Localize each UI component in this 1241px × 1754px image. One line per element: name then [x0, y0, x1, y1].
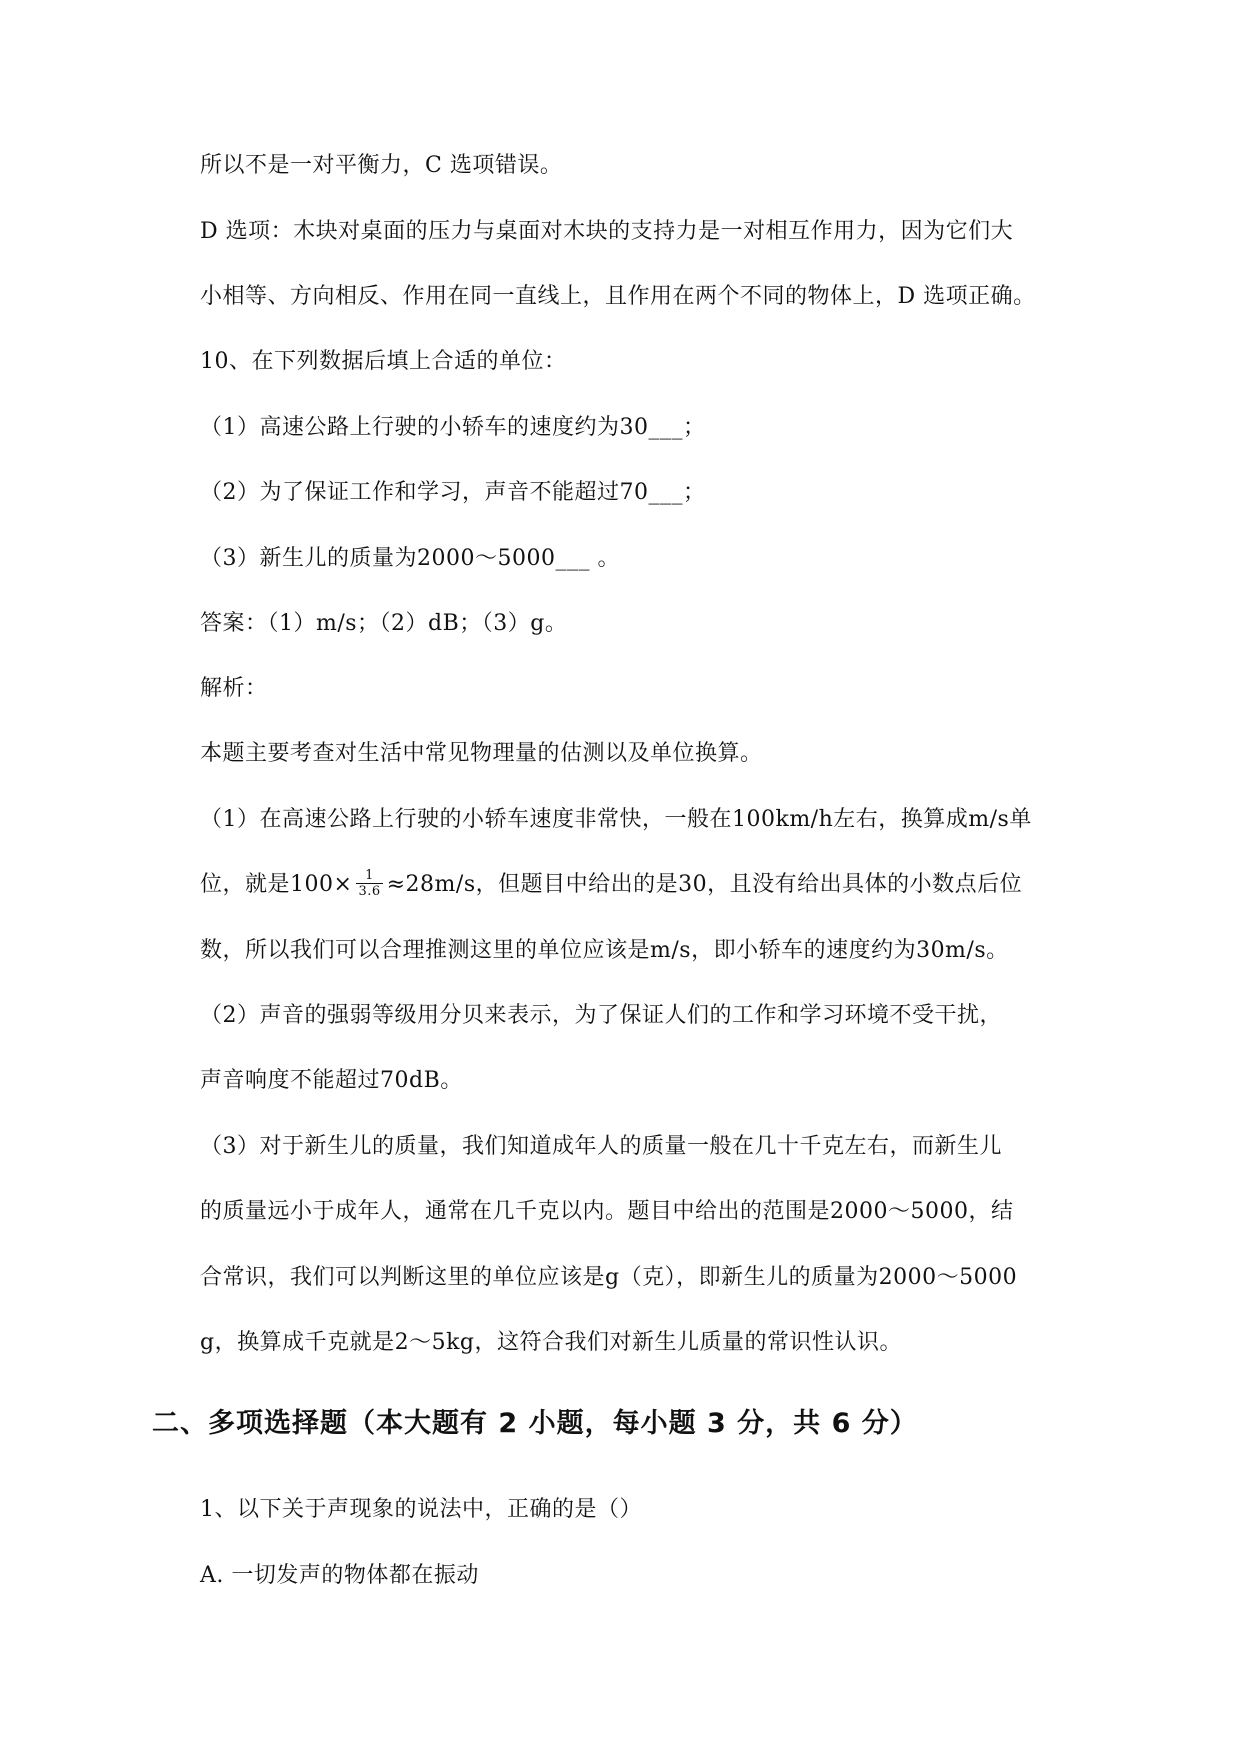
text-line: 本题主要考查对生活中常见物理量的估测以及单位换算。 — [200, 741, 763, 766]
text-line: D 选项：木块对桌面的压力与桌面对木块的支持力是一对相互作用力，因为它们大 — [200, 219, 1014, 244]
text-line: （1）在高速公路上行驶的小轿车速度非常快，一般在100km/h左右，换算成m/s单 — [200, 807, 1032, 832]
sub-question: （2）为了保证工作和学习，声音不能超过70___； — [200, 480, 706, 505]
sub-question: （3）新生儿的质量为2000～5000___ 。 — [200, 546, 620, 571]
text-line: g，换算成千克就是2～5kg，这符合我们对新生儿质量的常识性认识。 — [200, 1330, 902, 1355]
fraction-numerator: 1 — [356, 868, 382, 884]
formula-prefix: 位，就是100× — [200, 872, 353, 897]
question-title: 1、以下关于声现象的说法中，正确的是（） — [200, 1497, 642, 1522]
question-title: 10、在下列数据后填上合适的单位： — [200, 349, 567, 374]
fraction — [356, 868, 382, 899]
formula-suffix: ≈28m/s，但题目中给出的是30，且没有给出具体的小数点后位 — [386, 872, 1023, 897]
fraction-denominator: 3.6 — [358, 883, 381, 899]
text-line: （2）声音的强弱等级用分贝来表示，为了保证人们的工作和学习环境不受干扰， — [200, 1003, 1002, 1028]
text-line: 所以不是一对平衡力，C 选项错误。 — [200, 153, 563, 178]
option-a: A. 一切发声的物体都在振动 — [200, 1563, 479, 1588]
text-line: 小相等、方向相反、作用在同一直线上，且作用在两个不同的物体上，D 选项正确。 — [200, 284, 1036, 309]
text-line: 合常识，我们可以判断这里的单位应该是g（克），即新生儿的质量为2000～5000 — [200, 1265, 1018, 1290]
analysis-label: 解析： — [200, 676, 268, 701]
text-line: 的质量远小于成年人，通常在几千克以内。题目中给出的范围是2000～5000，结 — [200, 1199, 1014, 1224]
text-line: （3）对于新生儿的质量，我们知道成年人的质量一般在几十千克左右，而新生儿 — [200, 1134, 1002, 1159]
section-heading: 二、多项选择题（本大题有 2 小题，每小题 3 分，共 6 分） — [152, 1408, 918, 1439]
text-line: 数，所以我们可以合理推测这里的单位应该是m/s，即小轿车的速度约为30m/s。 — [200, 938, 1009, 963]
formula-line — [200, 869, 1022, 901]
sub-question: （1）高速公路上行驶的小轿车的速度约为30___； — [200, 415, 706, 440]
text-line: 声音响度不能超过70dB。 — [200, 1068, 463, 1093]
answer-line: 答案：（1）m/s；（2）dB；（3）g。 — [200, 611, 568, 636]
